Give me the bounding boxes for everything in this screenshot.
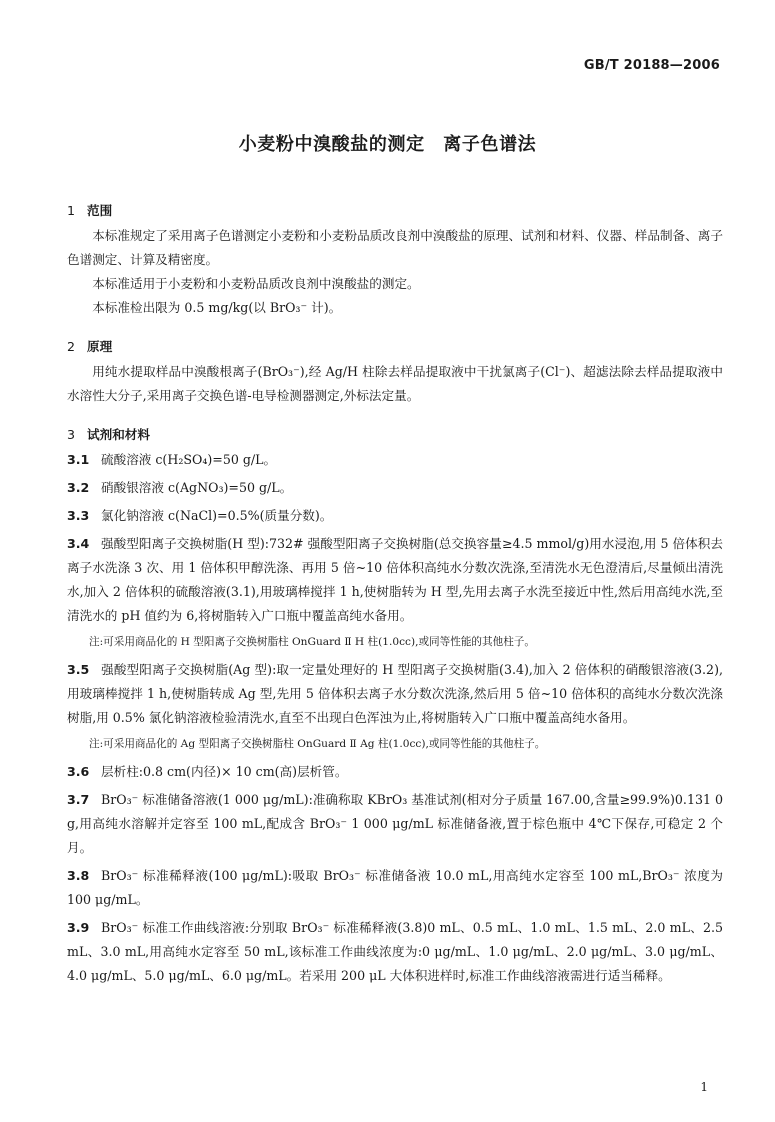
clause-text: BrO₃⁻ 标准稀释液(100 μg/mL):吸取 BrO₃⁻ 标准储备液 10.0 mL,用高纯水定容至 100 mL,BrO₃⁻ 浓度为 100 μg/mL。 bbox=[67, 868, 723, 907]
clause-text: BrO₃⁻ 标准储备溶液(1 000 μg/mL):准确称取 KBrO₃ 基准试剂(相对分子质量 167.00,含量≥99.9%)0.131 0 g,用高纯水溶解并定容至 100 mL,配成含 BrO₃⁻ 1 000 μg/mL 标准储备液,置于棕色瓶中 4℃下保存,可稳定 2 个月。 bbox=[67, 792, 723, 855]
section-heading-principle bbox=[67, 334, 723, 360]
standard-code: GB/T 20188—2006 bbox=[583, 58, 720, 73]
clause-3-4 bbox=[67, 532, 723, 628]
note-3-4: 注:可采用商品化的 H 型阳离子交换树脂柱 OnGuard Ⅱ H 柱(1.0cc),或同等性能的其他柱子。 bbox=[89, 636, 535, 648]
section-number: 1 bbox=[67, 203, 76, 218]
section-number: 2 bbox=[67, 339, 76, 354]
clause-text: 强酸型阳离子交换树脂(Ag 型):取一定量处理好的 H 型阳离子交换树脂(3.4),加入 2 倍体积的硝酸银溶液(3.2),用玻璃棒搅拌 1 h,使树脂转成 Ag 型,先用 5 倍体积去离子水分数次洗涤,然后用 5 倍~10 倍体积的高纯水分数次洗涤树脂,用 0.5% 氯化钠溶液检验清洗水,直至不出现白色浑浊为止,将树脂转入广口瓶中覆盖高纯水备用。 bbox=[67, 662, 723, 725]
document-body bbox=[67, 198, 723, 992]
clause-number: 3.5 bbox=[67, 662, 90, 677]
clause-number: 3.3 bbox=[67, 508, 90, 523]
section-number: 3 bbox=[67, 427, 76, 442]
section-title: 范围 bbox=[87, 203, 113, 218]
page-number: 1 bbox=[700, 1080, 708, 1094]
clause-text: BrO₃⁻ 标准工作曲线溶液:分别取 BrO₃⁻ 标准稀释液(3.8)0 mL、0.5 mL、1.0 mL、1.5 mL、2.0 mL、2.5 mL、3.0 mL,用高纯水定容至 50 mL,该标准工作曲线浓度为:0 μg/mL、1.0 μg/mL、2.0 μg/mL、3.0 μg/mL、4.0 μg/mL、5.0 μg/mL、6.0 μg/mL。若采用 200 μL 大体积进样时,标准工作曲线溶液需进行适当稀释。 bbox=[67, 920, 723, 983]
section-title: 原理 bbox=[87, 339, 113, 354]
clause-text: 氯化钠溶液 c(NaCl)=0.5%(质量分数)。 bbox=[101, 508, 333, 523]
clause-number: 3.2 bbox=[67, 480, 90, 495]
clause-number: 3.7 bbox=[67, 792, 90, 807]
clause-text: 强酸型阳离子交换树脂(H 型):732# 强酸型阳离子交换树脂(总交换容量≥4.5 mmol/g)用水浸泡,用 5 倍体积去离子水洗涤 3 次、用 1 倍体积甲醇洗涤、再用 5 倍~10 倍体积高纯水分数次洗涤,至清洗水无色澄清后,尽量倾出清洗水,加入 2 倍体积的硫酸溶液(3.1),用玻璃棒搅拌 1 h,使树脂转为 H 型,先用去离子水洗至接近中性,然后用高纯水洗,至清洗水的 pH 值约为 6,将树脂转入广口瓶中覆盖高纯水备用。 bbox=[67, 536, 723, 623]
principle-paragraph: 用纯水提取样品中溴酸根离子(BrO₃⁻),经 Ag/H 柱除去样品提取液中干扰氯离子(Cl⁻)、超滤法除去样品提取液中水溶性大分子,采用离子交换色谱-电导检测器测定,外标法定量。 bbox=[67, 364, 723, 403]
note-3-5: 注:可采用商品化的 Ag 型阳离子交换树脂柱 OnGuard Ⅱ Ag 柱(1.0cc),或同等性能的其他柱子。 bbox=[89, 738, 546, 750]
scope-paragraph: 本标准适用于小麦粉和小麦粉品质改良剂中溴酸盐的测定。 bbox=[92, 276, 420, 291]
clause-3-5 bbox=[67, 658, 723, 730]
clause-3-6 bbox=[67, 760, 723, 784]
clause-3-8 bbox=[67, 864, 723, 912]
section-heading-scope bbox=[67, 198, 723, 224]
clause-number: 3.4 bbox=[67, 536, 90, 551]
section-title: 试剂和材料 bbox=[87, 427, 150, 442]
scope-paragraph: 本标准规定了采用离子色谱测定小麦粉和小麦粉品质改良剂中溴酸盐的原理、试剂和材料、仪器、样品制备、离子色谱测定、计算及精密度。 bbox=[67, 228, 723, 267]
section-heading-reagents bbox=[67, 422, 723, 448]
clause-text: 硫酸溶液 c(H₂SO₄)=50 g/L。 bbox=[101, 452, 277, 467]
clause-3-9 bbox=[67, 916, 723, 988]
scope-paragraph: 本标准检出限为 0.5 mg/kg(以 BrO₃⁻ 计)。 bbox=[92, 300, 342, 315]
clause-text: 层析柱:0.8 cm(内径)× 10 cm(高)层析管。 bbox=[101, 764, 348, 779]
document-title: 小麦粉中溴酸盐的测定 离子色谱法 bbox=[238, 134, 537, 155]
clause-3-7 bbox=[67, 788, 723, 860]
clause-3-2 bbox=[67, 476, 723, 500]
clause-number: 3.9 bbox=[67, 920, 90, 935]
clause-3-1 bbox=[67, 448, 723, 472]
clause-number: 3.1 bbox=[67, 452, 90, 467]
clause-3-3 bbox=[67, 504, 723, 528]
clause-text: 硝酸银溶液 c(AgNO₃)=50 g/L。 bbox=[101, 480, 293, 495]
clause-number: 3.6 bbox=[67, 764, 90, 779]
clause-number: 3.8 bbox=[67, 868, 90, 883]
